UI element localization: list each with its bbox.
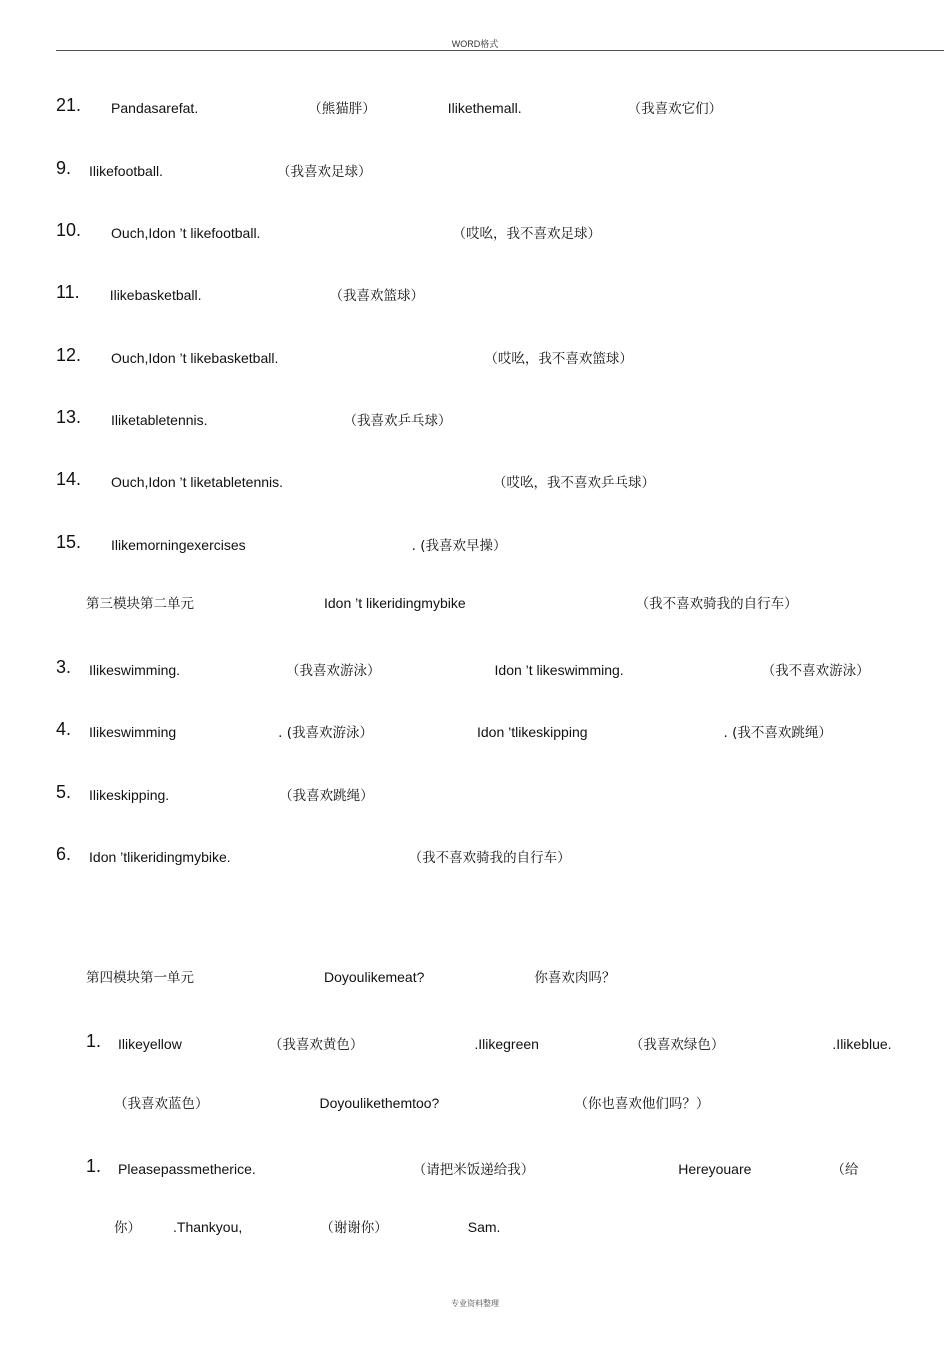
text-line bbox=[56, 659, 944, 681]
chinese-translation: （我喜欢乒乓球） bbox=[343, 413, 452, 429]
chinese-translation: （我不喜欢游泳） bbox=[761, 663, 870, 679]
english-sentence: Hereyouare bbox=[678, 1161, 752, 1177]
chinese-translation: （我喜欢游泳） bbox=[286, 663, 381, 679]
text-line bbox=[56, 721, 944, 743]
chinese-translation: （我喜欢绿色） bbox=[629, 1037, 725, 1053]
chinese-translation: 你） bbox=[114, 1220, 141, 1236]
chinese-translation: （我喜欢跳绳） bbox=[279, 788, 374, 804]
chinese-translation: . (我喜欢早操） bbox=[411, 538, 507, 554]
chinese-translation: . (我不喜欢跳绳） bbox=[723, 725, 832, 741]
chinese-translation: （给 bbox=[831, 1162, 859, 1178]
item-number: 13. bbox=[56, 407, 82, 427]
item-number: 1. bbox=[86, 1156, 102, 1176]
text-line bbox=[56, 409, 944, 431]
chinese-translation: （我喜欢篮球） bbox=[329, 288, 425, 304]
text-line bbox=[114, 1093, 944, 1115]
chinese-translation: 你喜欢肉吗？ bbox=[534, 970, 616, 986]
text-line bbox=[114, 1217, 944, 1239]
item-number: 11. bbox=[56, 282, 80, 302]
item-number: 9. bbox=[56, 158, 72, 178]
english-sentence: Ouch,Idon ’t likebasketball. bbox=[111, 350, 279, 366]
text-line bbox=[86, 967, 944, 989]
english-sentence: Pleasepassmetherice. bbox=[118, 1161, 256, 1177]
english-sentence: Ilikeswimming. bbox=[89, 662, 181, 678]
header-divider bbox=[56, 50, 944, 51]
chinese-translation: 第三模块第二单元 bbox=[86, 596, 194, 612]
item-number: 4. bbox=[56, 719, 72, 739]
chinese-translation: （你也喜欢他们吗？） bbox=[574, 1096, 710, 1112]
chinese-translation: （哎吆，我不喜欢篮球） bbox=[484, 351, 633, 367]
english-sentence: Ouch,Idon ’t liketabletennis. bbox=[111, 474, 284, 490]
english-sentence: Idon ’t likeswimming. bbox=[494, 662, 624, 678]
text-line bbox=[86, 593, 944, 615]
chinese-translation: （我不喜欢骑我的自行车） bbox=[408, 850, 571, 866]
english-sentence: Sam. bbox=[467, 1219, 501, 1235]
english-sentence: Iliketabletennis. bbox=[111, 412, 208, 428]
text-line bbox=[56, 222, 944, 244]
text-line bbox=[56, 471, 944, 493]
chinese-translation: （我喜欢黄色） bbox=[268, 1037, 364, 1053]
text-line bbox=[56, 160, 944, 182]
chinese-translation: （谢谢你） bbox=[320, 1220, 388, 1236]
english-sentence: Doyoulikethemtoo? bbox=[319, 1095, 440, 1111]
english-sentence: Ilikefootball. bbox=[89, 163, 163, 179]
item-number: 3. bbox=[56, 657, 72, 677]
english-sentence: Idon ’t likeridingmybike bbox=[324, 595, 466, 611]
text-line bbox=[56, 846, 944, 868]
chinese-translation: （请把米饭递给我） bbox=[412, 1162, 535, 1178]
text-line bbox=[56, 534, 944, 556]
english-sentence: .Thankyou, bbox=[173, 1219, 243, 1235]
text-line bbox=[56, 284, 944, 306]
chinese-translation: . (我喜欢游泳） bbox=[278, 725, 373, 741]
text-line bbox=[56, 347, 944, 369]
item-number: 5. bbox=[56, 782, 72, 802]
item-number: 12. bbox=[56, 345, 82, 365]
text-line bbox=[86, 1033, 944, 1055]
item-number: 14. bbox=[56, 469, 82, 489]
page-footer: 专业资料整理 bbox=[451, 1299, 499, 1308]
chinese-translation: 第四模块第一单元 bbox=[86, 970, 194, 986]
english-sentence: .Ilikegreen bbox=[474, 1036, 539, 1052]
english-sentence: Idon ’tlikeskipping bbox=[477, 724, 588, 740]
chinese-translation: （我喜欢蓝色） bbox=[114, 1096, 209, 1112]
page-header: WORD格式 bbox=[451, 39, 499, 49]
english-sentence: Idon ’tlikeridingmybike. bbox=[89, 849, 231, 865]
chinese-translation: （我喜欢足球） bbox=[276, 164, 372, 180]
item-number: 1. bbox=[86, 1031, 102, 1051]
item-number: 15. bbox=[56, 532, 82, 552]
chinese-translation: （熊猫胖） bbox=[308, 101, 376, 117]
text-line bbox=[56, 97, 944, 119]
english-sentence: Ilikeyellow bbox=[118, 1036, 182, 1052]
english-sentence: Ouch,Idon ’t likefootball. bbox=[111, 225, 261, 241]
english-sentence: Ilikeswimming bbox=[89, 724, 177, 740]
text-line bbox=[86, 1158, 944, 1180]
item-number: 21. bbox=[56, 95, 82, 115]
item-number: 10. bbox=[56, 220, 82, 240]
english-sentence: Pandasarefat. bbox=[111, 100, 199, 116]
chinese-translation: （哎吆，我不喜欢足球） bbox=[452, 226, 601, 242]
item-number: 6. bbox=[56, 844, 72, 864]
english-sentence: Ilikebasketball. bbox=[109, 287, 202, 303]
english-sentence: Ilikeskipping. bbox=[89, 787, 170, 803]
chinese-translation: （我喜欢它们） bbox=[627, 101, 723, 117]
chinese-translation: （我不喜欢骑我的自行车） bbox=[635, 596, 798, 612]
english-sentence: .Ilikeblue. bbox=[832, 1036, 892, 1052]
english-sentence: Ilikemorningexercises bbox=[111, 537, 246, 553]
chinese-translation: （哎吆，我不喜欢乒乓球） bbox=[493, 475, 656, 491]
text-line bbox=[56, 784, 944, 806]
english-sentence: Ilikethemall. bbox=[447, 100, 522, 116]
english-sentence: Doyoulikemeat? bbox=[324, 969, 425, 985]
